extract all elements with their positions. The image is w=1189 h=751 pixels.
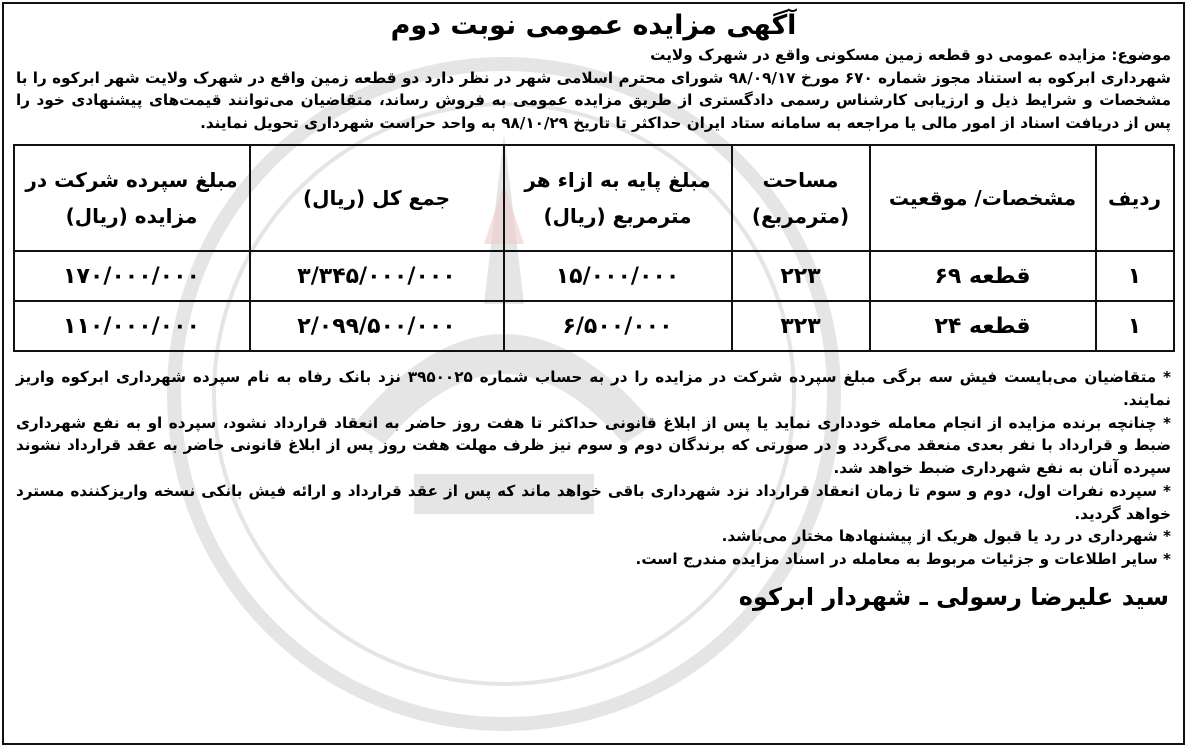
condition-item: * شهرداری در رد یا قبول هریک از پیشنهادها مختار می‌باشد. xyxy=(721,527,1171,546)
table-header-row xyxy=(14,145,1174,251)
cell-area: ۳۲۳ xyxy=(732,301,870,351)
cell-base-price: ۱۵/۰۰۰/۰۰۰ xyxy=(504,251,732,301)
notice-title: آگهی مزایده عمومی نوبت دوم xyxy=(390,10,797,41)
subject-line: موضوع: مزایده عمومی دو قطعه زمین مسکونی واقع در شهرک ولایت xyxy=(650,46,1171,64)
header-deposit: مبلغ سپرده شرکت در مزایده (ریال) xyxy=(14,145,250,251)
table-row xyxy=(14,301,1174,351)
condition-item: * سایر اطلاعات و جزئیات مربوط به معامله در اسناد مزایده مندرج است. xyxy=(635,550,1171,568)
cell-location: قطعه ۲۴ xyxy=(870,301,1096,351)
cell-row-number: ۱ xyxy=(1096,301,1174,351)
header-total: جمع کل (ریال) xyxy=(250,145,504,251)
cell-area: ۲۲۳ xyxy=(732,251,870,301)
header-area: مساحت (مترمربع) xyxy=(732,145,870,251)
header-location: مشخصات/ موقعیت xyxy=(870,145,1096,251)
cell-location: قطعه ۶۹ xyxy=(870,251,1096,301)
conditions-list xyxy=(12,366,1175,570)
cell-total: ۲/۰۹۹/۵۰۰/۰۰۰ xyxy=(250,301,504,351)
intro-paragraph: شهرداری ابرکوه به استناد مجوز شماره ۶۷۰ مورخ ۹۸/۰۹/۱۷ شورای محترم اسلامی شهر در نظر دارد دو قطعه زمین واقع در شهرک ولایت شهر ابرکوه را با مشخصات و شرایط ذیل و ارزیابی کارشناس رسمی دادگستری از طریق مزایده عمومی به فروش رساند، متقاضیان می‌توانند قیمت‌های پیشنهادی خود را پس از دریافت اسناد از امور مالی یا مراجعه به سامانه ستاد ایران حداکثر تا تاریخ ۹۸/۱۰/۲۹ به واحد حراست شهرداری تحویل نمایند. xyxy=(16,68,1171,132)
header-row-number: ردیف xyxy=(1096,145,1174,251)
condition-item: * چنانچه برنده مزایده از انجام معامله خودداری نماید یا پس از ابلاغ قانونی حداکثر تا هفت روز حاضر به انعقاد قرارداد نشود، سپرده او به نفع شهرداری ضبط و قرارداد با نفر بعدی منعقد می‌گردد و در صورتی که برندگان دوم و سوم نیز ظرف مهلت هفت روز پس از ابلاغ قانونی حاضر به عقد قرارداد نشوند سپرده آنان به نفع شهرداری ضبط خواهد شد. xyxy=(16,413,1171,478)
cell-deposit: ۱۷۰/۰۰۰/۰۰۰ xyxy=(14,251,250,301)
cell-total: ۳/۳۴۵/۰۰۰/۰۰۰ xyxy=(250,251,504,301)
table-row xyxy=(14,251,1174,301)
condition-item: * متقاضیان می‌بایست فیش سه برگی مبلغ سپرده شرکت در مزایده را در به حساب شماره ۳۹۵۰۰۲۵ نزد بانک رفاه به نام سپرده شهرداری ابرکوه واریز نمایند. xyxy=(16,368,1171,410)
auction-table xyxy=(13,144,1175,352)
mayor-signature: سید علیرضا رسولی ـ شهردار ابرکوه xyxy=(738,582,1169,611)
header-base-price: مبلغ پایه به ازاء هر مترمربع (ریال) xyxy=(504,145,732,251)
cell-deposit: ۱۱۰/۰۰۰/۰۰۰ xyxy=(14,301,250,351)
cell-base-price: ۶/۵۰۰/۰۰۰ xyxy=(504,301,732,351)
auction-notice xyxy=(2,2,1185,745)
cell-row-number: ۱ xyxy=(1096,251,1174,301)
notice-content xyxy=(4,8,1183,611)
condition-item: * سپرده نفرات اول، دوم و سوم تا زمان انعقاد قرارداد نزد شهرداری باقی خواهد ماند که پس از عقد قرارداد و ارائه فیش بانکی نسخه واریزکننده مسترد خواهد گردید. xyxy=(16,481,1171,523)
